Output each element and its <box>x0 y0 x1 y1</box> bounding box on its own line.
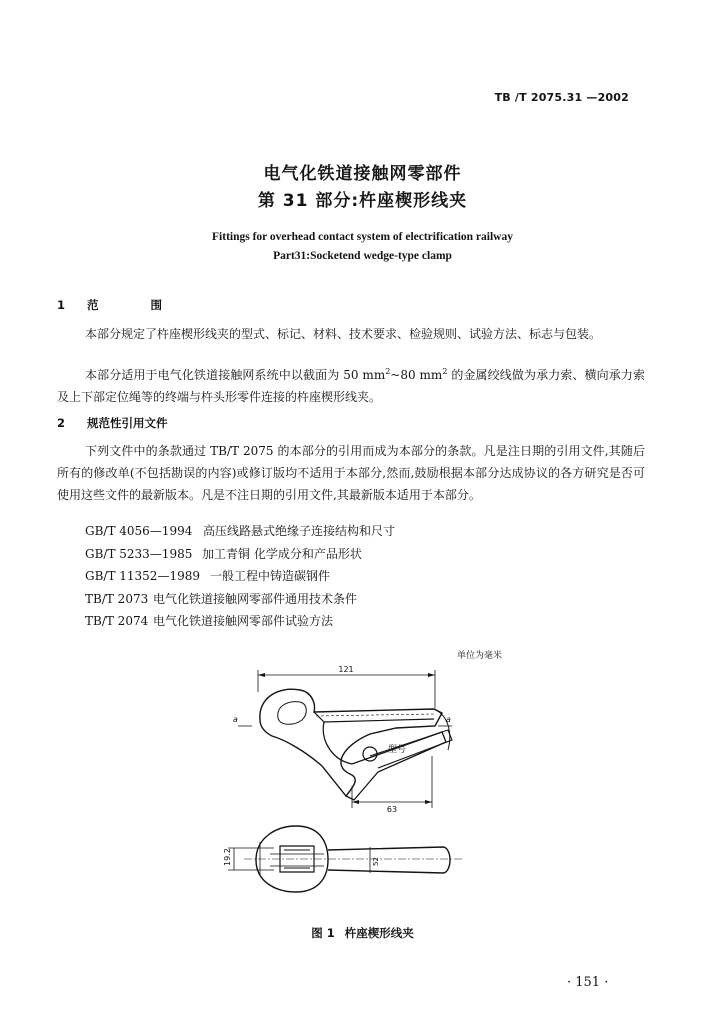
section2-para-text: 下列文件中的条款通过 TB/T 2075 的本部分的引用而成为本部分的条款。凡是注日期的引用文件,其随后所有的修改单(不包括勘误的内容)或修订版均不适用于本部分,然而,鼓励根据本部分达成协议的各方研究是否可使用这些文件的最新版本。凡是不注日期的引用文件,其最新版本适用于本部分。 <box>57 444 645 502</box>
section1-para2-text <box>57 364 645 408</box>
clamp-drawing <box>220 660 480 920</box>
para2-sup1: 2 <box>385 367 391 376</box>
section-line-a-a <box>233 715 452 726</box>
reference-list <box>85 520 395 633</box>
standard-code: TB /T 2075.31 —2002 <box>494 91 629 104</box>
reference-item <box>85 588 395 611</box>
reference-item <box>85 520 395 543</box>
section1-number: 1 <box>57 298 66 312</box>
clamp-side-view <box>260 689 452 800</box>
para2-part-a: 本部分适用于电气化铁道接触网系统中以截面为 50 mm <box>85 368 386 382</box>
para2-sup2: 2 <box>442 367 448 376</box>
dim-63 <box>352 756 432 814</box>
dim-19-2-label: 19.2 <box>223 848 232 866</box>
para2-part-b: ~80 mm <box>390 368 443 382</box>
reference-title: 电气化铁道接触网零部件通用技术条件 <box>153 591 358 606</box>
section1-para1-text: 本部分规定了杵座楔形线夹的型式、标记、材料、技术要求、检验规则、试验方法、标志与包装。 <box>85 327 602 341</box>
figure-caption-title: 杵座楔形线夹 <box>344 926 414 940</box>
reference-code: TB/T 2074 <box>85 614 149 628</box>
section1-para2 <box>57 364 645 408</box>
section2-number: 2 <box>57 416 66 430</box>
reference-code: GB/T 11352—1989 <box>85 569 200 583</box>
title-cn-line2: 第 31 部分:杵座楔形线夹 <box>257 191 468 211</box>
section2-heading <box>57 415 168 431</box>
section1-title: 范 围 <box>87 298 187 312</box>
reference-code: GB/T 5233—1985 <box>85 546 193 561</box>
reference-code: TB/T 2073 <box>85 591 149 606</box>
reference-title: 高压线路悬式绝缘子连接结构和尺寸 <box>203 524 396 538</box>
title-cn-line1: 电气化铁道接触网零部件 <box>263 164 462 184</box>
unit-note: 单位为毫米 <box>457 651 503 661</box>
section-mark-right: a <box>446 715 451 724</box>
title-en-line1: Fittings for overhead contact system of electrification railway <box>212 231 513 243</box>
figure-caption <box>0 925 725 941</box>
section1-para1 <box>57 323 645 345</box>
dim-121-label: 121 <box>338 665 354 674</box>
model-label: 型号 <box>388 745 407 755</box>
reference-title: 电气化铁道接触网零部件试验方法 <box>153 614 334 628</box>
section1-heading <box>57 297 186 313</box>
title-en-line2: Part31:Socketend wedge-type clamp <box>273 250 452 262</box>
clamp-top-view <box>244 826 464 892</box>
reference-title: 加工青铜 化学成分和产品形状 <box>202 546 362 561</box>
figure-caption-number: 图 1 <box>311 926 335 940</box>
dim-52 <box>370 847 380 873</box>
reference-item <box>85 565 395 588</box>
section2-title: 规范性引用文件 <box>87 416 168 430</box>
reference-item <box>85 543 395 566</box>
dim-63-label: 63 <box>386 805 398 814</box>
dim-52-label: 52 <box>372 857 380 866</box>
dim-121 <box>258 665 435 708</box>
para2-part-c: 的金属绞线做为承力索、横向承力索及上下部定位绳等的终端与杵头形零件连接的杵座楔形线夹。 <box>57 368 645 404</box>
reference-item <box>85 610 395 633</box>
section2-para <box>57 440 645 506</box>
section-mark-left: a <box>233 715 238 724</box>
reference-code: GB/T 4056—1994 <box>85 524 193 538</box>
page-number: · 151 · <box>567 975 609 990</box>
reference-title: 一般工程中铸造碳钢件 <box>210 569 331 583</box>
